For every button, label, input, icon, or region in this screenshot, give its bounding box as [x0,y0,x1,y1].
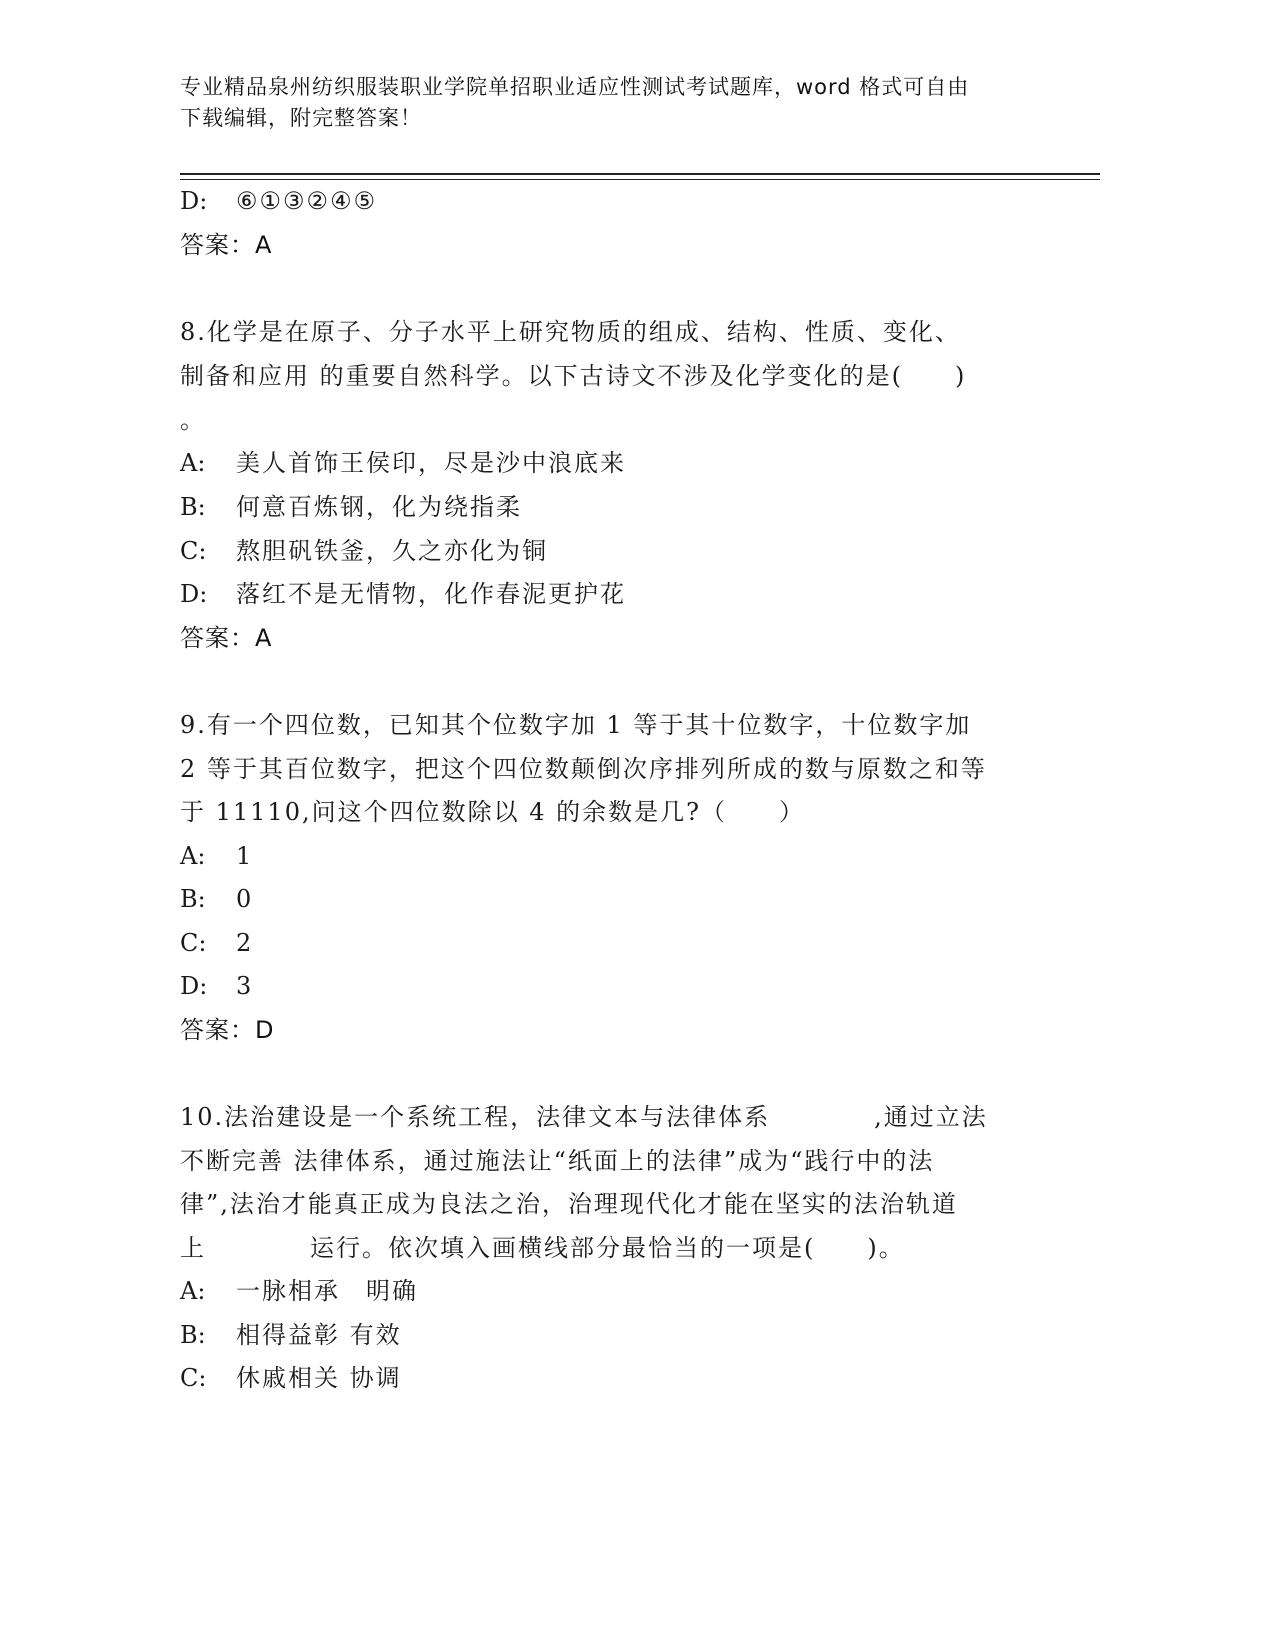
q8-stem-line-1: 8.化学是在原子、分子水平上研究物质的组成、结构、性质、变化、 [180,318,961,346]
q8-option-a [180,448,626,478]
header-rule-thick [180,173,1100,175]
q9-option-c [180,928,253,958]
q9-stem-line-2: 2 等于其百位数字，把这个四位数颠倒次序排列所成的数与原数之和等 [180,755,987,783]
option-letter: C: [180,1364,207,1392]
page-header [180,72,1060,134]
q7-option-d [180,186,377,216]
q8-answer: 答案：A [180,624,273,652]
option-text: 休戚相关 协调 [236,1364,402,1392]
option-letter: C: [180,537,207,565]
option-letter: D: [180,187,208,215]
header-line-2: 下载编辑，附完整答案！ [180,106,422,130]
option-text: 熬胆矾铁釜，久之亦化为铜 [236,537,548,565]
q10-stem-line-1: 10.法治建设是一个系统工程，法律文本与法律体系 ,通过立法 [180,1103,988,1131]
q8-option-c [180,536,548,566]
option-letter: B: [180,493,206,521]
q8-option-b [180,492,522,522]
option-text: 何意百炼钢，化为绕指柔 [236,493,522,521]
option-text: 2 [236,929,254,957]
option-text: 0 [236,885,254,913]
q10-stem-line-3: 律”,法治才能真正成为良法之治，治理现代化才能在坚实的法治轨道 [180,1190,958,1218]
q8-option-d [180,579,626,609]
option-text: 落红不是无情物，化作春泥更护花 [236,580,626,608]
q9-stem-line-3: 于 11110,问这个四位数除以 4 的余数是几?（ ） [180,798,805,826]
q8-stem-line-3: 。 [180,406,206,434]
q10-option-b [180,1320,402,1350]
q9-option-b [180,884,253,914]
header-line-1: 专业精品泉州纺织服装职业学院单招职业适应性测试考试题库，word 格式可自由 [180,75,970,99]
option-text: ⑥①③②④⑤ [236,187,378,215]
option-letter: B: [180,885,206,913]
option-text: 一脉相承 明确 [236,1277,418,1305]
option-text: 3 [236,972,254,1000]
q10-option-c [180,1363,402,1393]
q9-option-a [180,841,253,871]
q10-stem-line-4: 上 运行。依次填入画横线部分最恰当的一项是( )。 [180,1234,905,1262]
option-letter: C: [180,929,207,957]
q10-stem-line-2: 不断完善 法律体系，通过施法让“纸面上的法律”成为“践行中的法 [180,1147,935,1175]
option-letter: D: [180,580,208,608]
q9-answer: 答案：D [180,1016,275,1044]
q8-stem-line-2: 制备和应用 的重要自然科学。以下古诗文不涉及化学变化的是( ) [180,362,967,390]
option-letter: D: [180,972,208,1000]
option-text: 1 [236,842,254,870]
q9-option-d [180,971,253,1001]
option-letter: A: [180,842,206,870]
option-letter: B: [180,1321,206,1349]
q9-stem-line-1: 9.有一个四位数，已知其个位数字加 1 等于其十位数字，十位数字加 [180,711,972,739]
option-text: 相得益彰 有效 [236,1321,402,1349]
q7-answer: 答案：A [180,231,273,259]
header-rule-thin [180,179,1100,180]
option-letter: A: [180,1277,206,1305]
option-text: 美人首饰王侯印，尽是沙中浪底来 [236,449,626,477]
q10-option-a [180,1276,418,1306]
option-letter: A: [180,449,206,477]
